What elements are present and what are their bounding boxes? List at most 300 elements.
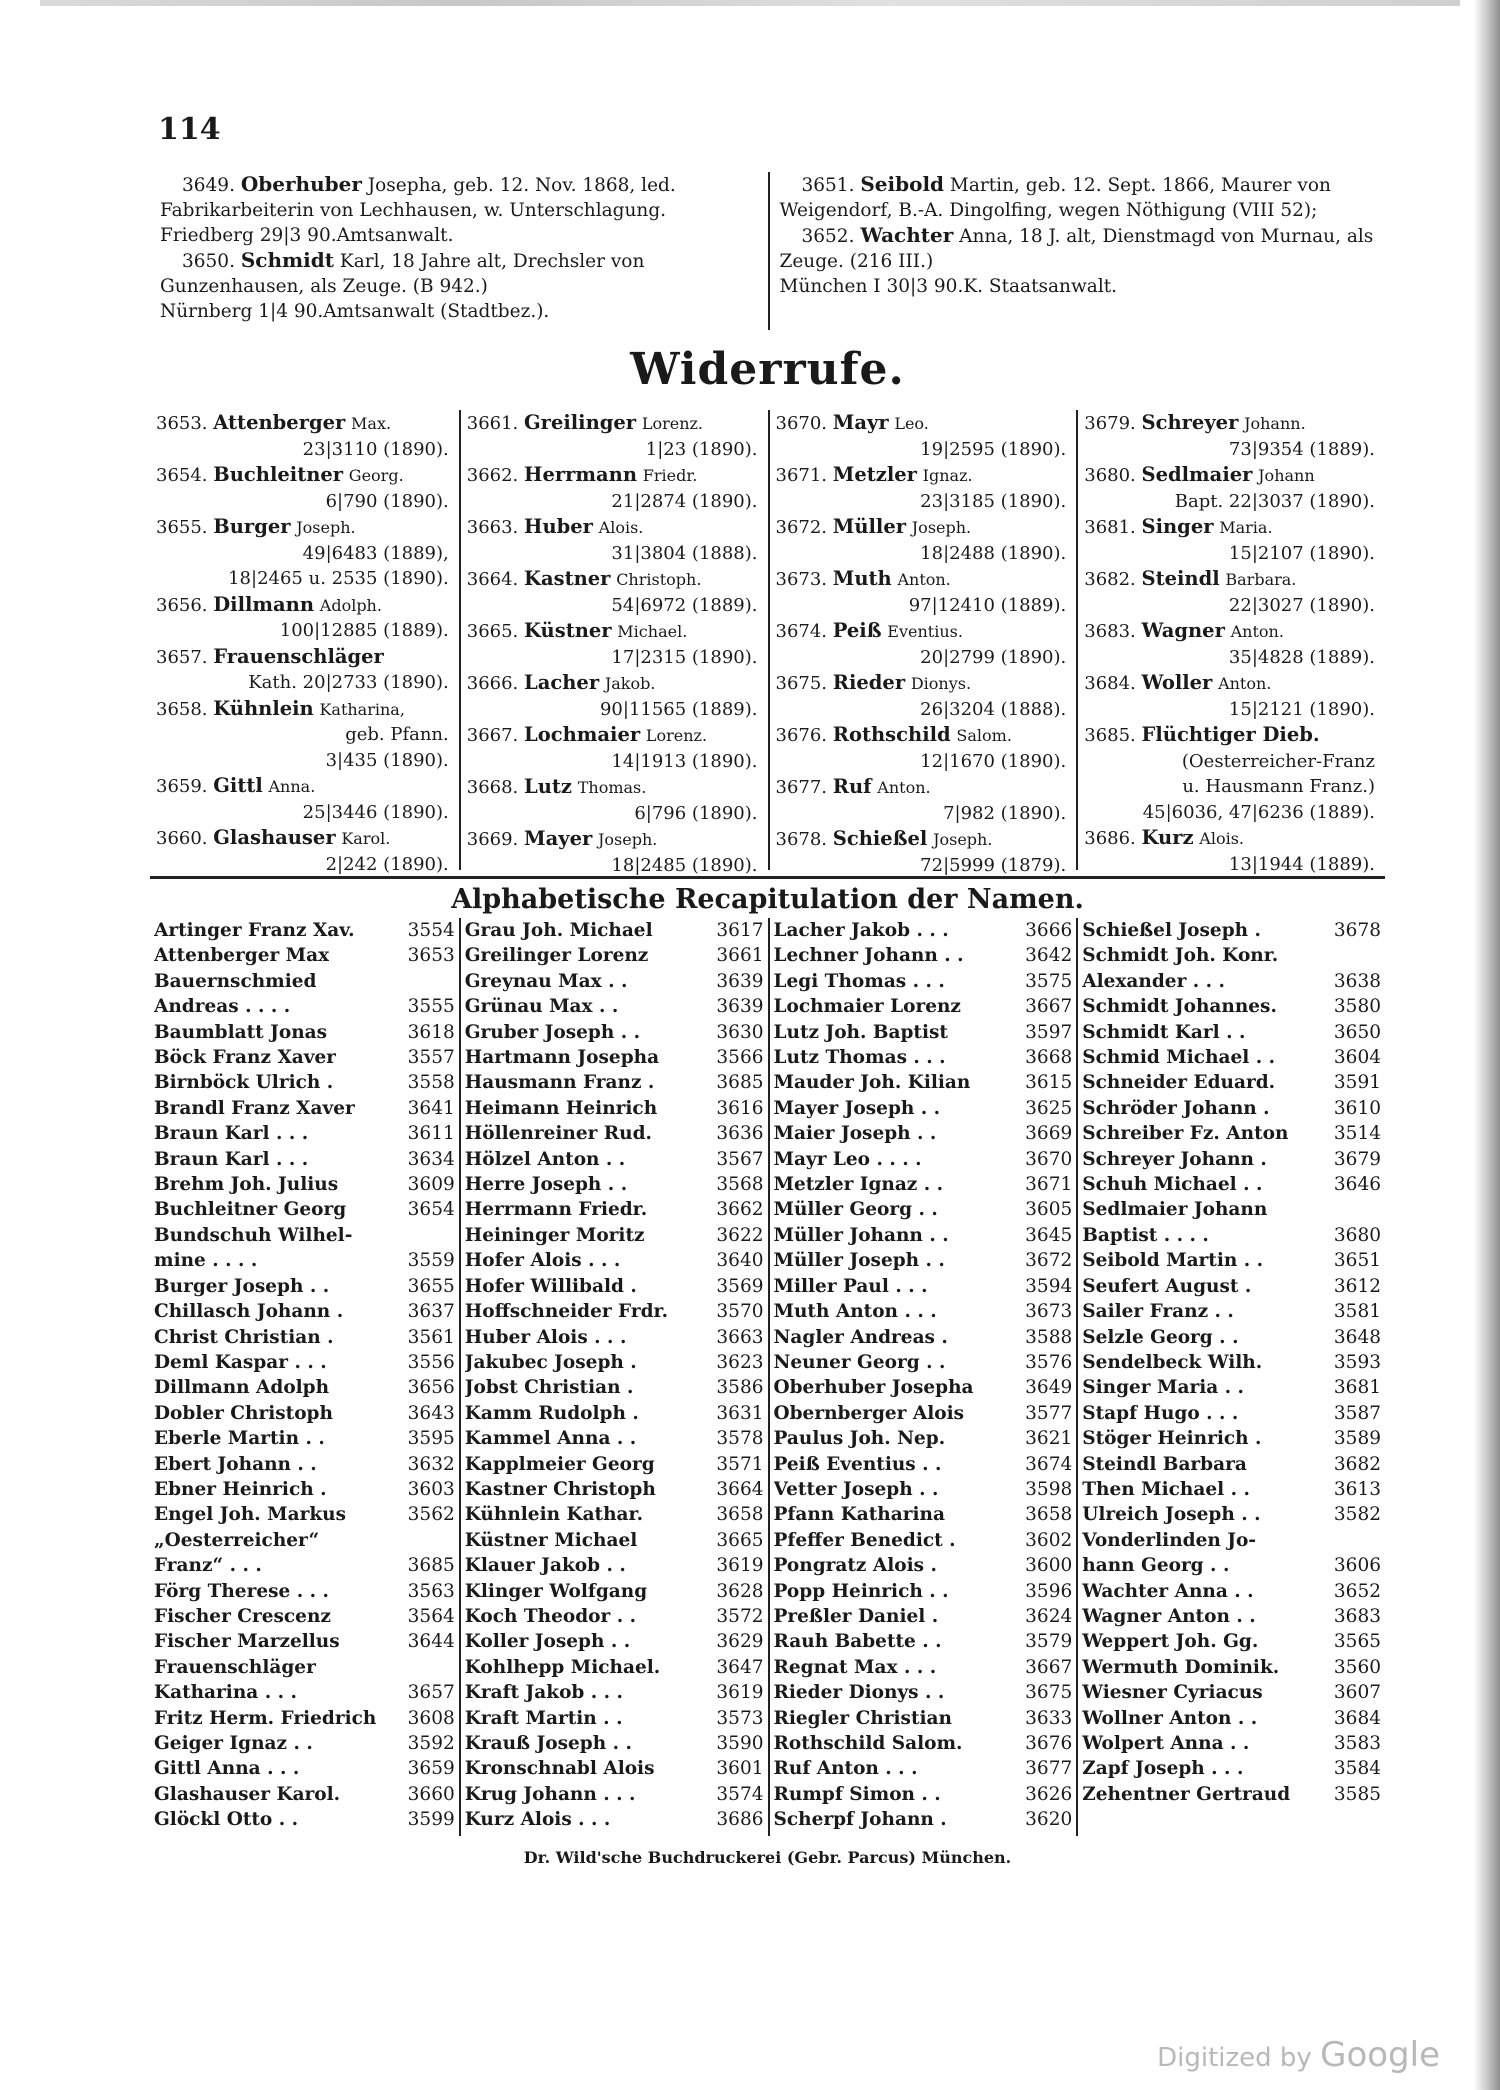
recap-item [1082,1706,1381,1731]
recap-item [1082,1528,1381,1553]
recap-number: 3593 [1333,1351,1381,1373]
recap-number: 3642 [1025,945,1073,967]
revocation-entry [1084,514,1379,566]
recap-item [1082,1223,1381,1248]
revocation-reference: 13|1944 (1889). [1228,853,1375,875]
recap-number: 3596 [1025,1580,1073,1602]
recap-number: 3681 [1333,1377,1381,1399]
recap-number: 3601 [716,1758,764,1780]
revocation-entry [467,514,762,566]
recap-number: 3583 [1333,1733,1381,1754]
recap-item [1082,1274,1381,1299]
recap-number: 3557 [407,1047,455,1069]
revocation-head [1084,618,1379,645]
revocation-head [467,826,762,853]
recap-number: 3606 [1333,1555,1381,1577]
recap-item [774,1553,1073,1578]
revocation-name: Küstner [524,619,612,642]
recap-name: Neuner Georg . . [773,1351,946,1373]
notice-entry [780,223,1376,274]
recap-item [154,1070,455,1095]
recap-name: Birnböck Ulrich . [154,1072,334,1094]
recap-item [154,1045,455,1070]
notice-text: Josepha, geb. 12. Nov. 1868, led. Fabrikarbeiterin von Lechhausen, w. Unterschlagung. [160,175,676,221]
recap-item [154,1452,455,1477]
recap-name: Fischer Marzellus [154,1631,340,1653]
revocation-reference: 21|2874 (1890). [611,490,758,512]
revocation-reference: 18|2488 (1890). [920,542,1067,564]
revocation-entry [156,825,453,877]
revocation-name: Lochmaier [524,723,641,746]
recap-name: Riegler Christian [773,1707,952,1729]
recap-number: 3619 [716,1682,764,1704]
revocation-reference: 18|2485 (1890). [611,854,758,876]
revocation-head [1084,670,1379,697]
recap-item [774,1579,1073,1604]
revocation-number: 3671. [775,465,828,486]
recap-column [150,918,459,1836]
notices-left-column [150,172,768,330]
recap-number: 3626 [1025,1783,1073,1805]
recap-number: 3563 [407,1580,455,1602]
recap-item [774,1426,1073,1451]
recap-item [154,943,455,968]
recap-name: Glashauser Karol. [154,1783,341,1805]
recap-name: Braun Karl . . . [154,1123,309,1145]
revocation-name: Mayr [832,411,889,434]
revocation-entry [776,410,1071,462]
recap-name: Böck Franz Xaver [154,1047,337,1069]
notice-place: Friedberg 29|3 90. [160,225,337,246]
recap-item [154,1756,455,1781]
recap-item [154,1121,455,1146]
recap-name: Scherpf Johann . [773,1809,947,1831]
recap-item [774,1629,1073,1654]
notices-right-column [768,172,1386,330]
recap-item [154,1807,455,1832]
recap-name: Bauernschmied [154,970,317,992]
recap-item [774,1045,1073,1070]
recap-item [774,1070,1073,1095]
recap-item [774,1147,1073,1172]
recap-number: 3555 [407,996,455,1018]
revocation-reference: 31|3804 (1888). [611,542,758,564]
recap-name: Herre Joseph . . [464,1174,628,1196]
revocation-head [467,670,762,697]
recap-item [154,1375,455,1400]
recap-name: Schmidt Joh. Konr. [1082,945,1279,967]
recap-item [465,1401,764,1426]
revocation-given-name: Ignaz. [922,466,973,485]
recap-name: Ebert Johann . . [154,1453,317,1475]
notice-text: Karl, 18 Jahre alt, Drechsler von Gunzenhausen, als Zeuge. (B 942.) [160,251,645,297]
recap-number: 3622 [716,1224,764,1246]
recap-item [154,1274,455,1299]
revocation-reference: 35|4828 (1889). [1228,646,1375,668]
recap-name: Müller Joseph . . [773,1250,945,1272]
revocation-given-name: Barbara. [1225,570,1297,589]
revocation-given-name: Salom. [956,726,1012,745]
recap-name: Ebner Heinrich . [154,1478,327,1500]
recap-number: 3639 [716,996,764,1018]
revocation-reference: 15|2121 (1890). [1228,698,1375,720]
recap-name: Miller Paul . . . [773,1275,928,1297]
notice-name: Seibold [860,172,945,196]
notice-text: Martin, geb. 12. Sept. 1866, Maurer von Weigendorf, B.-A. Dingolfing, wegen Nöthigung (VIII 52); [779,175,1331,221]
recap-number: 3575 [1025,970,1073,992]
recap-name: Weppert Joh. Gg. [1082,1631,1259,1653]
recap-number: 3654 [407,1199,455,1221]
recap-number: 3663 [716,1326,764,1348]
revocation-entry [156,592,453,644]
revocation-given-name: Adolph. [319,595,382,615]
revocation-entry [1084,670,1379,722]
recap-item [465,1579,764,1604]
recap-name: Greynau Max . . [464,970,628,992]
revocation-name: Singer [1141,515,1214,538]
revocation-number: 3653. [156,413,208,434]
recap-name: Mauder Joh. Kilian [773,1072,971,1094]
recap-item [1082,943,1381,968]
recap-number: 3639 [716,970,764,992]
recap-number: 3580 [1333,996,1381,1018]
recap-item [1082,1197,1381,1222]
revocation-given-name: Joseph. [933,830,993,849]
revocations-column [459,410,768,876]
recap-number: 3655 [407,1275,455,1297]
recap-number: 3619 [716,1555,764,1577]
revocation-head [1084,410,1379,437]
revocation-head [1084,722,1379,749]
recap-number: 3567 [716,1148,764,1170]
revocation-reference: 19|2595 (1890). [920,438,1067,460]
recap-item [774,1020,1073,1045]
revocation-reference: 6|790 (1890). [325,490,449,512]
revocation-number: 3673. [775,569,828,590]
recap-item [1082,1070,1381,1095]
revocations-column [1076,410,1385,875]
recap-name: mine . . . . [154,1250,258,1272]
revocation-entry [467,410,762,462]
recap-number: 3678 [1333,920,1381,941]
recap-number: 3613 [1333,1478,1381,1500]
recap-name: Vonderlinden Jo- [1082,1529,1257,1551]
revocation-entry [776,774,1071,826]
recap-number: 3637 [407,1301,455,1323]
revocation-reference: 25|3446 (1890). [302,801,449,823]
recap-item [154,1655,455,1680]
recap-number: 3652 [1333,1580,1381,1602]
recap-name: Stöger Heinrich . [1082,1428,1262,1450]
recap-item [774,1731,1073,1756]
recap-name: Schmidt Karl . . [1082,1021,1246,1043]
recap-number: 3640 [716,1250,764,1272]
recap-name: Sedlmaier Johann [1082,1199,1268,1221]
revocation-given-name: Karol. [341,829,391,848]
notice-number: 3651. [801,175,855,196]
recap-item [1082,1731,1381,1756]
revocation-name: Lacher [524,671,600,694]
revocation-entry [1084,566,1379,618]
recap-name: Rothschild Salom. [773,1733,963,1754]
recap-item [774,1197,1073,1222]
recap-name: Obernberger Alois [773,1402,965,1424]
recap-number: 3658 [1025,1504,1073,1526]
revocation-name: Wagner [1141,619,1225,642]
revocation-reference: 23|3110 (1890). [302,438,449,460]
recap-number: 3591 [1333,1072,1381,1094]
recap-number: 3611 [407,1123,455,1145]
recap-name: Schreiber Fz. Anton [1082,1123,1289,1145]
recap-number: 3675 [1025,1682,1073,1704]
recap-item [1082,1248,1381,1273]
recap-name: Rieder Dionys . . [773,1682,945,1704]
revocation-reference: 17|2315 (1890). [611,646,758,668]
recap-number: 3633 [1025,1707,1073,1729]
recap-number: 3600 [1025,1555,1073,1577]
section-title: Widerrufe. [630,344,905,395]
recap-item [1082,1172,1381,1197]
recap-item [774,1401,1073,1426]
recap-number: 3667 [1025,996,1073,1018]
recap-name: Klinger Wolfgang [464,1580,648,1602]
recap-name: Brehm Joh. Julius [154,1174,339,1196]
recap-name: Vetter Joseph . . [773,1478,939,1500]
revocation-given-name: Max. [351,414,392,433]
revocation-number: 3654. [156,465,208,486]
recap-item [1082,1020,1381,1045]
revocation-name: Schießel [832,827,928,850]
revocation-name: Rieder [832,671,906,694]
recap-number: 3666 [1025,920,1073,941]
recap-item [465,1553,764,1578]
recap-number: 3592 [407,1733,455,1754]
recap-item [774,1782,1073,1807]
revocation-entry [156,644,453,696]
recap-name: Wagner Anton . . [1082,1605,1256,1627]
notice-place: Nürnberg 1|4 90. [160,301,324,322]
notice-place: München I 30|3 90. [779,276,964,297]
recap-name: Huber Alois . . . [464,1326,627,1348]
recap-name: Lutz Thomas . . . [773,1047,946,1069]
scan-right-margin [1474,0,1500,2090]
recap-item [465,1756,764,1781]
revocation-name: Glashauser [213,826,336,849]
revocation-name: Ruf [832,775,872,798]
revocation-entry [776,514,1071,566]
recap-name: Dillmann Adolph [154,1377,330,1399]
recap-item [154,1401,455,1426]
revocation-reference: (Oesterreicher-Franz [1181,750,1375,772]
recap-name: Hofer Alois . . . [464,1250,621,1272]
revocation-given-name: Maria. [1219,518,1273,537]
revocation-number: 3677. [775,777,828,798]
recap-name: Metzler Ignaz . . [773,1174,944,1196]
recap-item [1082,1426,1381,1451]
recap-number: 3671 [1025,1174,1073,1196]
revocation-reference: 7|982 (1890). [943,802,1067,824]
revocation-entry [467,670,762,722]
recap-item [774,1604,1073,1629]
recap-item [1082,1299,1381,1324]
recap-number: 3670 [1025,1148,1073,1170]
recap-number: 3610 [1333,1097,1381,1119]
recap-name: Mayr Leo . . . . [773,1148,922,1170]
recap-name: Kraft Jakob . . . [464,1682,623,1704]
revocation-reference: 72|5999 (1879). [920,854,1067,876]
recap-number: 3631 [716,1402,764,1424]
revocation-given-name: Anton. [877,778,931,797]
revocation-name: Kurz [1141,826,1194,849]
recap-item [154,918,455,943]
recap-item [154,1604,455,1629]
recap-name: Maier Joseph . . [773,1123,937,1145]
recap-number: 3612 [1333,1275,1381,1297]
revocation-given-name: Thomas. [577,778,647,797]
recap-item [154,1706,455,1731]
recap-name: Lutz Joh. Baptist [773,1021,948,1043]
recap-item [1082,1553,1381,1578]
recap-number: 3674 [1025,1453,1073,1475]
revocation-given-name: Katharina, [319,699,405,719]
revocation-entry [467,618,762,670]
recap-number: 3605 [1025,1199,1073,1221]
revocation-number: 3672. [775,517,828,538]
recap-number: 3571 [716,1453,764,1475]
revocation-given-name: Johann [1258,466,1315,485]
revocation-name: Schreyer [1141,411,1239,434]
recap-number: 3659 [407,1758,455,1780]
recap-item [154,1502,455,1527]
recap-number: 3582 [1333,1504,1381,1526]
recap-item [1082,1325,1381,1350]
recap-name: Singer Maria . . [1082,1377,1244,1399]
recap-number: 3615 [1025,1072,1073,1094]
revocation-reference: 18|2465 u. 2535 (1890). [228,568,449,589]
recap-item [1082,1502,1381,1527]
recap-number: 3667 [1025,1656,1073,1678]
recap-number: 3581 [1333,1301,1381,1323]
recap-item [154,1197,455,1222]
recap-item [465,994,764,1019]
revocation-given-name: Joseph. [296,518,356,537]
watermark-brand: Google [1320,2035,1440,2075]
recap-number: 3665 [716,1529,764,1551]
revocation-name: Woller [1141,671,1213,694]
recap-name: Kastner Christoph [464,1478,656,1500]
notice-text: Anna, 18 J. alt, Dienstmagd von Murnau, als Zeuge. (216 III.) [779,226,1374,272]
revocation-number: 3676. [775,725,828,746]
recap-item [1082,1096,1381,1121]
revocation-name: Kastner [524,567,611,590]
recap-name: Buchleitner Georg [154,1199,347,1221]
recap-number: 3624 [1025,1605,1073,1627]
revocation-name: Gittl [213,774,263,797]
recap-item [154,1096,455,1121]
recap-number: 3561 [407,1326,455,1348]
recap-name: Nagler Andreas . [773,1326,948,1348]
recap-number: 3636 [716,1123,764,1145]
revocation-reference: 100|12885 (1889). [279,620,449,641]
recap-number: 3669 [1025,1123,1073,1145]
recap-name: Braun Karl . . . [154,1148,309,1170]
revocation-number: 3662. [466,465,519,486]
recap-name: Gittl Anna . . . [154,1758,300,1780]
recap-name: Popp Heinrich . . [773,1580,949,1602]
recap-name: Pongratz Alois . [773,1555,937,1577]
revocation-head [1084,825,1379,852]
recap-number: 3672 [1025,1250,1073,1272]
recap-name: Hartmann Josepha [464,1047,660,1069]
recap-name: Paulus Joh. Nep. [773,1428,946,1450]
recap-item [1082,918,1381,943]
recap-name: hann Georg . . [1082,1555,1230,1577]
revocation-head [776,566,1071,593]
recap-number: 3572 [716,1605,764,1627]
recap-item [154,1147,455,1172]
recap-number: 3576 [1025,1351,1073,1373]
recap-title: Alphabetische Recapitulation der Namen. [451,884,1084,915]
revocation-given-name: Lorenz. [645,726,708,745]
recap-number: 3586 [716,1377,764,1399]
recap-item [465,1375,764,1400]
recap-number: 3618 [407,1021,455,1043]
recap-number: 3579 [1025,1631,1073,1653]
recap-item [465,1452,764,1477]
recap-item [1082,1680,1381,1705]
recap-name: Koller Joseph . . [464,1631,631,1653]
recap-number: 3673 [1025,1301,1073,1323]
recap-name: Schmid Michael . . [1082,1047,1276,1069]
revocation-entry [156,410,453,462]
recap-number: 3573 [716,1707,764,1729]
recap-item [465,1426,764,1451]
revocation-entry [1084,410,1379,462]
recap-item [154,1680,455,1705]
recap-number: 3554 [407,920,455,941]
recap-name: Eberle Martin . . [154,1428,325,1450]
recap-name: Rumpf Simon . . [773,1783,941,1805]
revocation-reference: 26|3204 (1888). [920,698,1067,720]
revocation-head [467,774,762,801]
revocation-entry [1084,825,1379,877]
revocation-number: 3666. [466,673,519,694]
recap-item [774,1096,1073,1121]
recap-item [465,1680,764,1705]
recap-number: 3623 [716,1351,764,1373]
revocation-name: Herrmann [524,463,638,486]
revocation-name: Dillmann [213,592,315,616]
recap-name: Kraft Martin . . [464,1707,623,1729]
notice-entry [160,248,758,299]
revocation-reference: 3|435 (1890). [325,749,449,771]
recap-number: 3657 [407,1682,455,1704]
revocation-reference: 1|23 (1890). [645,438,758,460]
revocation-given-name: Friedr. [642,466,698,485]
revocation-reference: 12|1670 (1890). [920,750,1067,772]
recap-item [1082,1579,1381,1604]
revocation-name: Huber [524,515,593,538]
recap-number: 3608 [407,1707,455,1729]
recap-number: 3585 [1333,1783,1381,1805]
recap-number: 3643 [407,1402,455,1424]
revocation-given-name: Alois. [1199,829,1245,848]
recap-name: Wollner Anton . . [1082,1707,1258,1729]
recap-name: Schuh Michael . . [1082,1174,1263,1196]
revocation-number: 3661. [466,413,519,434]
recap-name: Kamm Rudolph . [464,1402,639,1424]
recap-name: Hofer Willibald . [464,1275,637,1297]
